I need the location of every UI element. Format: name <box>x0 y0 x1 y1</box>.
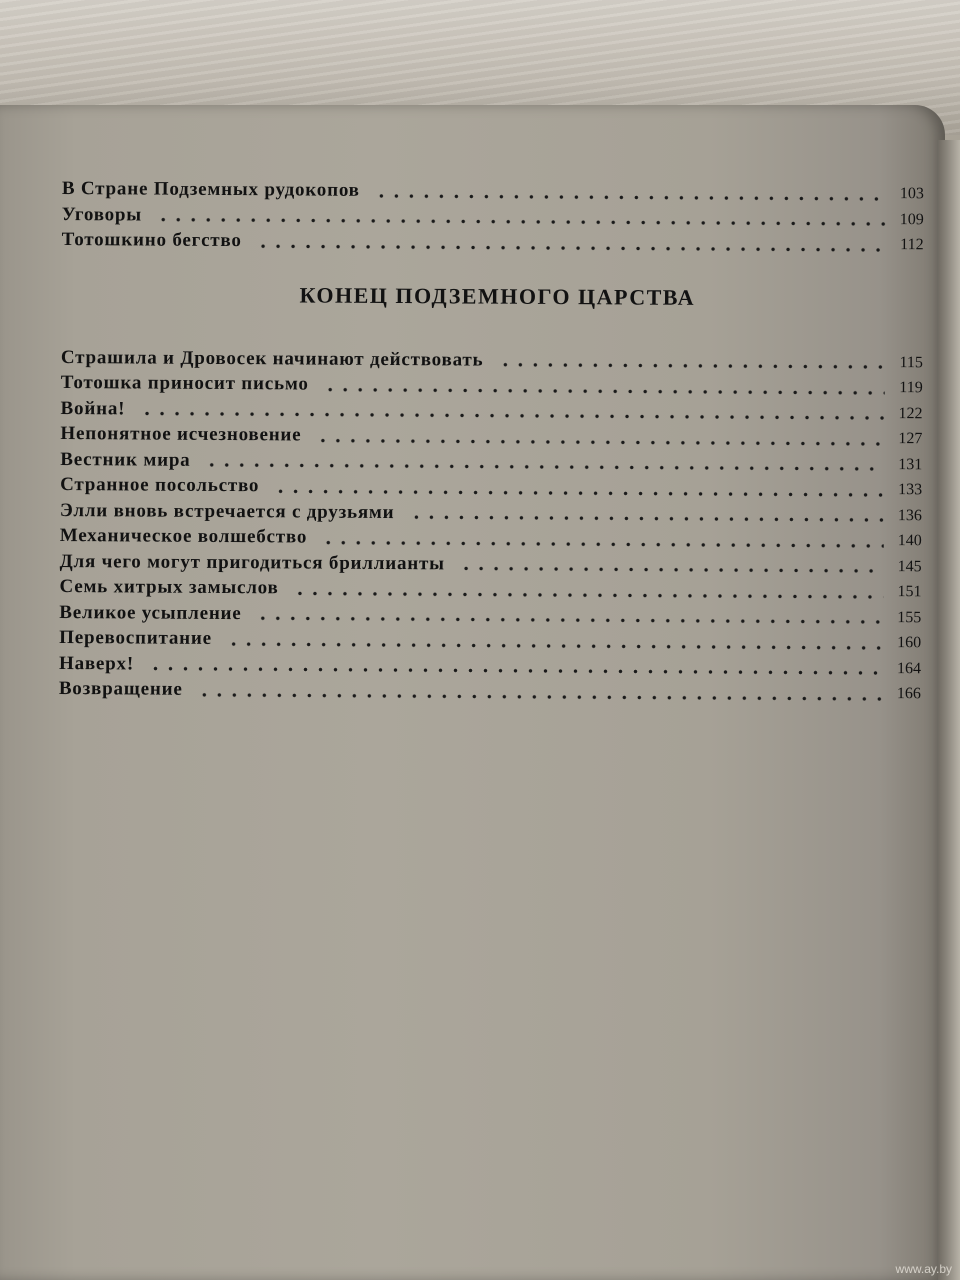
toc-entry <box>61 370 923 401</box>
toc-entry-title: Война! <box>60 397 126 419</box>
toc-entry-title: Вестник мира <box>60 448 191 471</box>
toc-entry-title: Возвращение <box>58 677 183 700</box>
dot-leader <box>459 566 884 573</box>
watermark: www.ay.by <box>895 1262 952 1276</box>
toc-entry-title: Страшила и Дровосек начинают действовать <box>60 346 484 371</box>
toc-entry-page: 119 <box>899 379 923 397</box>
toc-entry-page: 103 <box>899 185 924 203</box>
toc-entry-page: 140 <box>897 532 922 550</box>
dot-leader <box>197 692 883 700</box>
dot-leader <box>273 489 884 497</box>
toc-entry-page: 112 <box>900 236 924 254</box>
toc-entry-page: 155 <box>897 608 922 626</box>
toc-entry-title: Странное посольство <box>60 473 260 497</box>
toc-list-part1 <box>62 176 924 258</box>
section-heading: КОНЕЦ ПОДЗЕМНОГО ЦАРСТВА <box>299 281 696 310</box>
toc-entry-page: 127 <box>898 430 923 448</box>
dot-leader <box>139 411 884 420</box>
toc-entry-title: Великое усыпление <box>59 601 242 624</box>
dot-leader <box>293 591 884 599</box>
toc-entry-title: Наверх! <box>58 652 135 674</box>
toc-entry-title: Семь хитрых замыслов <box>59 575 279 599</box>
toc-entry-page: 131 <box>898 455 923 473</box>
toc-entry-title: Непонятное исчезновение <box>60 422 302 446</box>
dot-leader <box>204 463 884 471</box>
toc-entry-page: 133 <box>898 481 923 499</box>
toc-entry-page: 122 <box>898 404 923 422</box>
toc-entry-page: 136 <box>897 506 922 524</box>
toc-entry <box>62 227 924 258</box>
toc-entry <box>62 176 924 207</box>
toc-entry-page: 166 <box>896 685 921 703</box>
toc-entry-page: 151 <box>897 583 922 601</box>
toc-entry-page: 115 <box>899 353 923 371</box>
toc-entry-title: Тотошка приносит письмо <box>60 371 309 395</box>
toc-entry-page: 160 <box>897 634 922 652</box>
dot-leader <box>226 642 883 650</box>
toc-entry-title: Перевоспитание <box>59 626 213 649</box>
toc-entry-title: Для чего могут пригодиться бриллианты <box>59 550 445 574</box>
dot-leader <box>321 540 884 547</box>
toc-entry-title: Уговоры <box>61 203 143 225</box>
table-of-contents <box>59 176 924 707</box>
dot-leader <box>148 667 883 675</box>
toc-entry-page: 109 <box>899 210 924 228</box>
toc-entry-title: Элли вновь встречается с друзьями <box>59 499 395 523</box>
page-edge <box>938 140 960 1280</box>
dot-leader <box>374 193 886 200</box>
toc-entry <box>59 676 921 707</box>
toc-entry-page: 145 <box>897 557 922 575</box>
dot-leader <box>156 218 886 226</box>
dot-leader <box>315 438 884 445</box>
toc-entry-title: В Стране Подземных рудокопов <box>61 177 360 201</box>
toc-entry-page: 164 <box>896 659 922 677</box>
dot-leader <box>323 387 885 394</box>
dot-leader <box>408 515 883 522</box>
dot-leader <box>497 363 885 369</box>
toc-entry <box>59 625 921 656</box>
dot-leader <box>256 244 886 252</box>
toc-entry-title: Механическое волшебство <box>59 524 308 548</box>
toc-entry-title: Тотошкино бегство <box>61 228 242 252</box>
dot-leader <box>256 616 884 624</box>
toc-list-part2 <box>59 344 923 706</box>
